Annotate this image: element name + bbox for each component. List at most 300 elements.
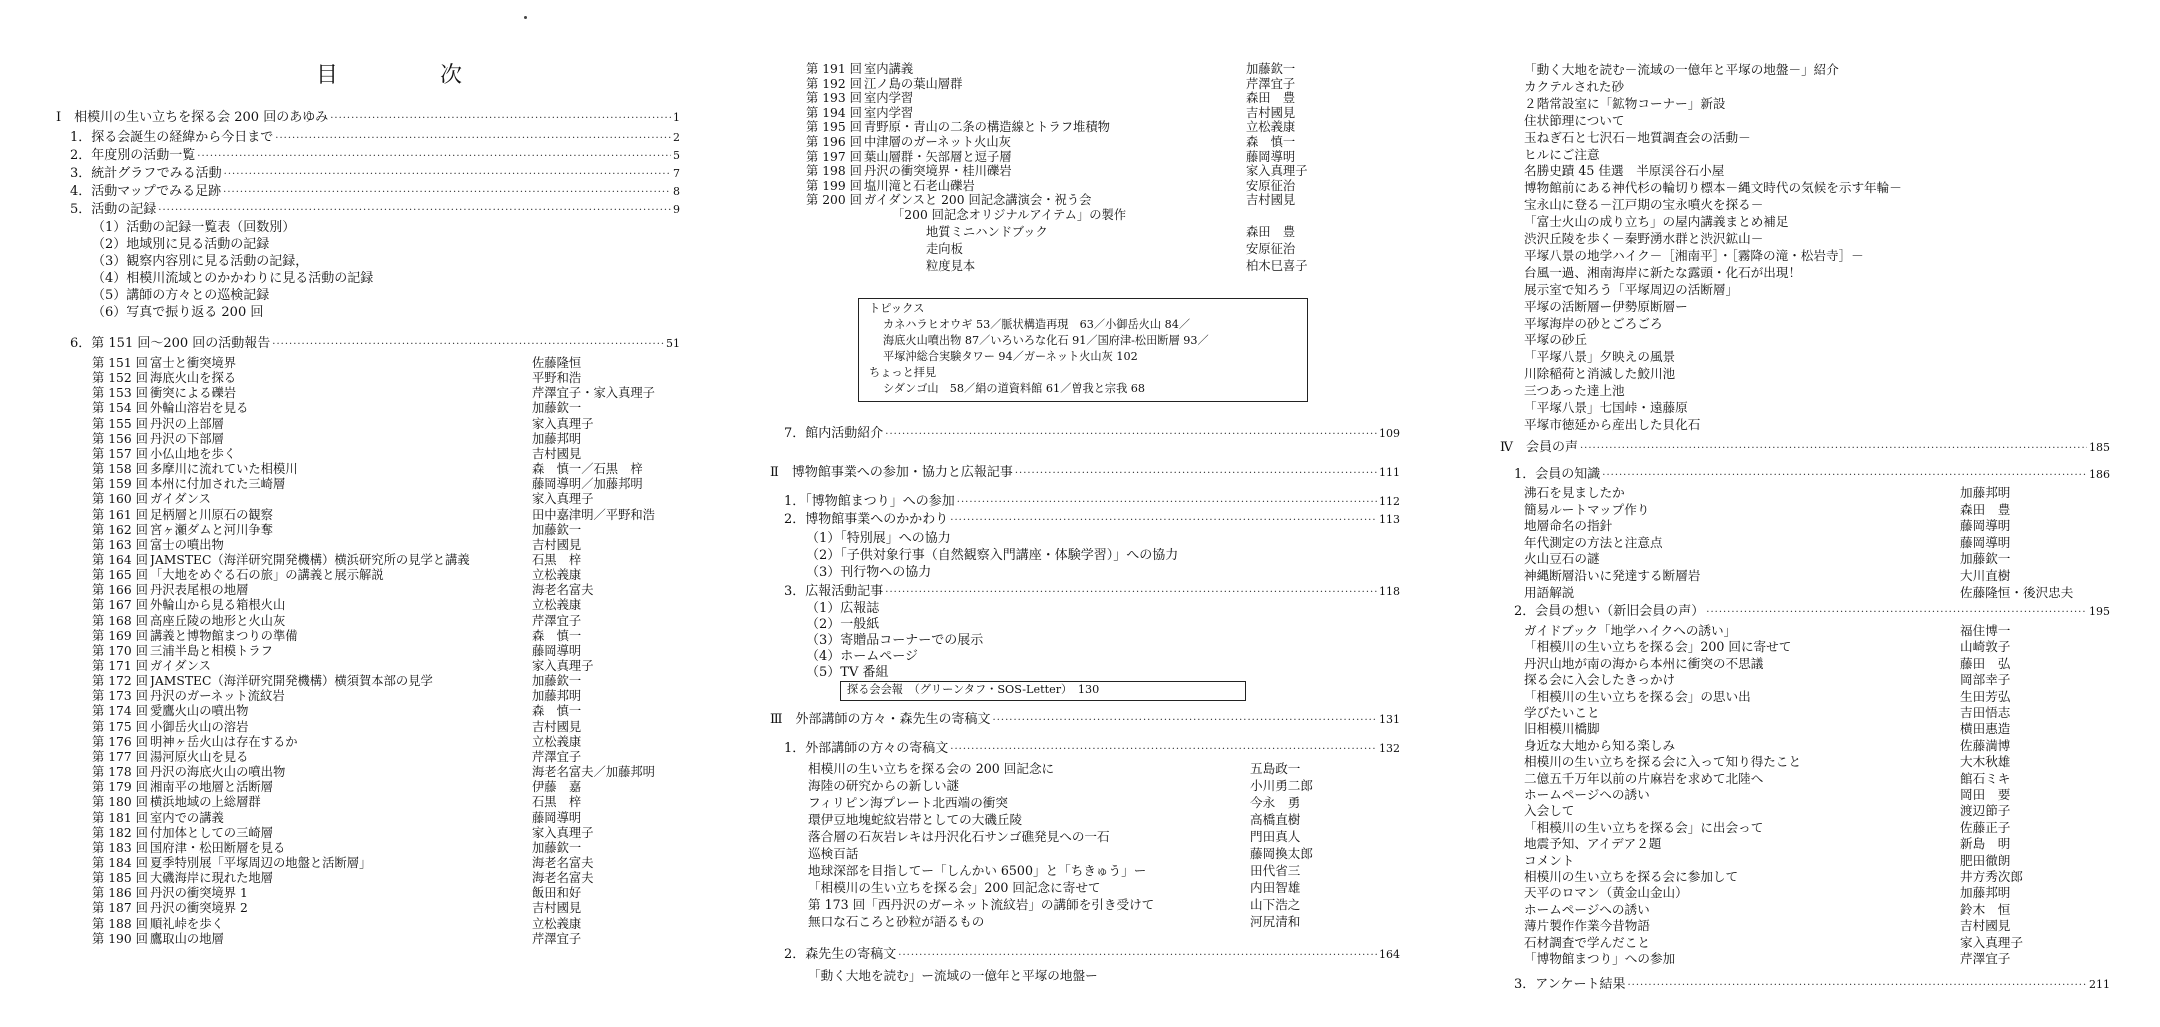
contribution-row[interactable] bbox=[1524, 721, 2110, 736]
contribution-row[interactable] bbox=[808, 795, 1400, 810]
session-author: 佐藤隆恒 bbox=[532, 356, 582, 370]
session-row[interactable] bbox=[806, 91, 1400, 105]
session-number: 第 197 回 bbox=[806, 149, 862, 164]
session-title: 足柄層と川原石の観察 bbox=[150, 507, 273, 522]
contribution-row[interactable] bbox=[808, 897, 1400, 912]
session-row[interactable] bbox=[92, 750, 680, 764]
contribution-title: ホームページへの誘い bbox=[1524, 901, 1650, 917]
toc-entry-section3-item2[interactable] bbox=[770, 947, 1400, 963]
session-title: 中津層のガーネット火山灰 bbox=[864, 135, 1011, 149]
session-row[interactable] bbox=[92, 568, 680, 582]
session-author: 芹澤宜子 bbox=[532, 749, 582, 764]
toc-subentry[interactable]: （5）TV 番組 bbox=[806, 665, 889, 680]
toc-entry-text: 2．会員の想い（新旧会員の声） bbox=[1514, 604, 1705, 619]
contribution-row[interactable] bbox=[1524, 853, 2110, 868]
contribution-row[interactable] bbox=[1524, 485, 2110, 500]
toc-entry-section2[interactable] bbox=[770, 465, 1400, 481]
session-author: 立松義康 bbox=[1246, 120, 1296, 135]
session-author: 飯田和好 bbox=[532, 886, 582, 901]
session-row[interactable] bbox=[92, 432, 680, 446]
mori-article[interactable]: カクテルされた砂 bbox=[1524, 78, 1625, 94]
newsletter-box bbox=[840, 681, 1246, 701]
session-title: 湘南平の地層と活断層 bbox=[150, 780, 273, 795]
session-author: 立松義康 bbox=[532, 916, 582, 931]
contribution-title: 「相模川の生い立ちを探る会」200 回記念に寄せて bbox=[808, 880, 1101, 895]
session-title: 室内学習 bbox=[864, 91, 914, 106]
session-row[interactable] bbox=[92, 477, 680, 491]
contribution-author: 佐藤隆恒・後沢忠夫 bbox=[1960, 584, 2074, 600]
session-number: 第 195 回 bbox=[806, 120, 862, 135]
session-row[interactable] bbox=[92, 553, 680, 567]
mori-article[interactable]: 平塚の砂丘 bbox=[1524, 332, 1587, 348]
scan-speck bbox=[524, 16, 527, 19]
toc-entry-page: 111 bbox=[1379, 466, 1400, 479]
leader-dots bbox=[223, 185, 671, 201]
session-author: 海老名富夫 bbox=[532, 855, 594, 870]
session-row[interactable] bbox=[92, 765, 680, 779]
contribution-row[interactable] bbox=[1524, 820, 2110, 835]
toc-entry-page: 132 bbox=[1379, 742, 1400, 755]
toc-entry-section2-item3[interactable] bbox=[770, 584, 1400, 600]
contribution-row[interactable] bbox=[1524, 885, 2110, 900]
session-title: 塩川滝と石老山礫岩 bbox=[864, 178, 975, 193]
session-number: 第 194 回 bbox=[806, 105, 862, 120]
toc-entry-section3[interactable] bbox=[770, 712, 1400, 728]
session-number: 第 190 回 bbox=[92, 931, 148, 946]
contribution-title: 相模川の生い立ちを探る会に参加して bbox=[1524, 869, 1739, 884]
contribution-row[interactable] bbox=[808, 863, 1400, 878]
contribution-title: 海陸の研究からの新しい謎 bbox=[808, 778, 960, 793]
session-author: 加藤欽一 bbox=[532, 840, 582, 855]
mori-article[interactable]: 平塚海岸の砂とごろごろ bbox=[1524, 315, 1663, 331]
contribution-author: 山崎敦子 bbox=[1960, 639, 2011, 655]
contribution-title: 入会して bbox=[1524, 803, 1575, 819]
session-author: 海老名富夫 bbox=[532, 583, 594, 598]
mori-article[interactable]: 「富士火山の成り立ち」の屋内講義まとめ補足 bbox=[1524, 214, 1789, 230]
mori-article[interactable]: 平塚八景の地学ハイク－［湘南平］・［霧降の滝・松岩寺］－ bbox=[1524, 247, 1864, 263]
toc-entry-page: 113 bbox=[1379, 513, 1400, 526]
session-row[interactable] bbox=[92, 462, 680, 476]
toc-subentry[interactable]: （3）寄贈品コーナーでの展示 bbox=[806, 633, 984, 648]
contribution-author: 今永 勇 bbox=[1250, 795, 1301, 810]
session-title: 講義と博物館まつりの準備 bbox=[150, 628, 298, 643]
toc-entry-page: 5 bbox=[673, 149, 680, 162]
toc-subentry[interactable]: （4）相模川流域とのかかわりに見る活動の記録 bbox=[92, 271, 374, 286]
session-row[interactable] bbox=[92, 614, 680, 628]
contribution-row[interactable] bbox=[1524, 502, 2110, 517]
session-title: 葉山層群・矢部層と逗子層 bbox=[864, 149, 1012, 164]
session-number: 第 172 回 bbox=[92, 674, 148, 689]
session-author: 立松義康 bbox=[532, 568, 582, 583]
session-author: 森 慎一 bbox=[1246, 135, 1296, 149]
session-row[interactable] bbox=[806, 62, 1400, 76]
session-row[interactable] bbox=[92, 917, 680, 931]
toc-subentry[interactable]: （5）講師の方々との巡検記録 bbox=[92, 288, 270, 303]
session-row[interactable] bbox=[92, 523, 680, 537]
session-title: 青野原・青山の二条の構造線とトラフ堆積物 bbox=[864, 120, 1110, 135]
toc-entry-section1-item7[interactable] bbox=[770, 426, 1400, 442]
leader-dots bbox=[885, 427, 1377, 443]
session-number: 第 191 回 bbox=[806, 62, 862, 76]
toc-entry-text: 1．「博物館まつり」への参加 bbox=[784, 494, 955, 509]
toc-entry-section4[interactable] bbox=[1500, 440, 2110, 456]
contribution-row[interactable] bbox=[1524, 656, 2110, 671]
session-title: 富士の噴出物 bbox=[150, 537, 224, 552]
mori-article[interactable]: 「平塚八景」七国峠・遠藤原 bbox=[1524, 400, 1688, 415]
session-row[interactable] bbox=[806, 150, 1400, 164]
contribution-title: 巡検百話 bbox=[808, 846, 859, 861]
contribution-row[interactable] bbox=[1524, 935, 2110, 950]
session-number: 第 166 回 bbox=[92, 583, 148, 598]
contribution-row[interactable] bbox=[1524, 672, 2110, 687]
session-title: 三浦半島と相模トラフ bbox=[150, 643, 273, 658]
session-author: 海老名富夫／加藤邦明 bbox=[532, 765, 655, 780]
mori-article[interactable]: 展示室で知ろう「平塚周辺の活断層」 bbox=[1524, 281, 1739, 297]
toc-entry-text: 5．活動の記録 bbox=[70, 202, 157, 217]
toc-entry-section1-item6[interactable] bbox=[56, 336, 680, 352]
contribution-row[interactable] bbox=[1524, 902, 2110, 917]
toc-subentry[interactable]: （2）地域別に見る活動の記録 bbox=[92, 237, 270, 252]
toc-entry-mori-1[interactable]: 「動く大地を読む」ー流域の一億年と平塚の地盤ー bbox=[808, 968, 1098, 983]
toc-entry-section1-item[interactable] bbox=[56, 130, 680, 146]
toc-subentry[interactable]: （1）活動の記録一覧表（回数別） bbox=[92, 220, 296, 235]
session-author: 加藤欽一 bbox=[1246, 62, 1296, 76]
toc-entry-text: 1．探る会誕生の経緯から今日まで bbox=[70, 130, 274, 145]
session-title: 丹沢の衝突境界 1 bbox=[150, 886, 248, 901]
session-number: 第 188 回 bbox=[92, 916, 148, 931]
contribution-row[interactable] bbox=[808, 846, 1400, 861]
toc-entry-page: 109 bbox=[1379, 427, 1400, 440]
mori-article[interactable]: 三つあった達上池 bbox=[1524, 383, 1625, 399]
toc-entry-section3-item1[interactable] bbox=[770, 741, 1400, 757]
contribution-title: 石材調査で学んだこと bbox=[1524, 934, 1650, 950]
leader-dots bbox=[1706, 605, 2087, 621]
toc-subentry[interactable]: （1）広報誌 bbox=[806, 601, 880, 616]
item200-row[interactable] bbox=[806, 208, 1400, 222]
session-row[interactable] bbox=[92, 629, 680, 643]
session-row[interactable] bbox=[92, 886, 680, 900]
contribution-title: 火山豆石の謎 bbox=[1524, 551, 1600, 567]
toc-entry-section1[interactable] bbox=[56, 110, 680, 126]
session-row[interactable] bbox=[92, 720, 680, 734]
session-title: 丹沢の上部層 bbox=[150, 416, 224, 431]
session-author: 石黒 梓 bbox=[532, 552, 582, 567]
toc-subentry[interactable]: （2）「子供対象行事（自然観察入門講座・体験学習）」への協力 bbox=[806, 548, 1179, 563]
session-author: 森 慎一 bbox=[532, 704, 582, 719]
session-row[interactable] bbox=[92, 841, 680, 855]
contribution-row[interactable] bbox=[1524, 771, 2110, 786]
session-row[interactable] bbox=[806, 164, 1400, 178]
session-author: 加藤欽一 bbox=[532, 522, 582, 537]
toc-entry-text: 3．広報活動記事 bbox=[784, 584, 884, 599]
toc-subentry[interactable]: （4）ホームページ bbox=[806, 649, 919, 664]
session-row[interactable] bbox=[92, 371, 680, 385]
contribution-row[interactable] bbox=[808, 880, 1400, 895]
session-author: 吉村國見 bbox=[532, 537, 582, 552]
contribution-author: 藤岡換太郎 bbox=[1250, 846, 1313, 861]
session-row[interactable] bbox=[92, 795, 680, 809]
toc-entry-section4-item2[interactable] bbox=[1500, 604, 2110, 620]
mori-article[interactable]: 玉ねぎ石と七沢石－地質調査会の活動－ bbox=[1524, 129, 1751, 145]
session-title: 大磯海岸に現れた地層 bbox=[150, 871, 273, 886]
session-row[interactable] bbox=[92, 689, 680, 703]
contribution-row[interactable] bbox=[1524, 787, 2110, 802]
contribution-row[interactable] bbox=[808, 829, 1400, 844]
session-row[interactable] bbox=[92, 856, 680, 870]
toc-entry-page: 2 bbox=[673, 131, 680, 144]
mori-article[interactable]: 平塚市徳延から産出した貝化石 bbox=[1524, 416, 1701, 432]
session-row[interactable] bbox=[92, 871, 680, 885]
session-title: 室内学習 bbox=[864, 105, 914, 120]
toc-title: 目 次 bbox=[316, 63, 503, 88]
contribution-row[interactable] bbox=[1524, 918, 2110, 933]
contribution-author: 加藤邦明 bbox=[1960, 485, 2011, 500]
toc-entry-section4-item1[interactable] bbox=[1500, 467, 2110, 483]
leader-dots bbox=[950, 513, 1377, 529]
item200-title: 地質ミニハンドブック bbox=[926, 225, 1048, 239]
session-author: 芹澤宜子 bbox=[532, 613, 582, 628]
item200-row[interactable] bbox=[806, 259, 1400, 273]
session-row[interactable] bbox=[92, 826, 680, 840]
contribution-title: 薄片製作作業今昔物語 bbox=[1524, 918, 1650, 934]
contribution-row[interactable] bbox=[1524, 551, 2110, 566]
mori-article[interactable]: 台風一過、湘南海岸に新たな露頭・化石が出現！ bbox=[1524, 264, 1802, 280]
mori-article[interactable]: 住状節理について bbox=[1524, 112, 1625, 128]
session-title: 室内講義 bbox=[864, 62, 914, 76]
toc-entry-page: 185 bbox=[2089, 441, 2110, 454]
toc-entry-page: 164 bbox=[1379, 948, 1400, 961]
topics-line: トピックス bbox=[869, 302, 925, 315]
toc-subentry[interactable]: （6）写真で振り返る 200 回 bbox=[92, 305, 264, 320]
item200-title: 走向板 bbox=[926, 242, 963, 256]
toc-entry-text: 2．博物館事業へのかかわり bbox=[784, 512, 949, 527]
contribution-row[interactable] bbox=[1524, 585, 2110, 600]
session-row[interactable] bbox=[92, 659, 680, 673]
session-row[interactable] bbox=[92, 583, 680, 597]
contribution-row[interactable] bbox=[1524, 951, 2110, 966]
toc-entry-section4-item3[interactable] bbox=[1500, 977, 2110, 993]
session-title: 国府津・松田断層を見る bbox=[150, 840, 286, 855]
mori-article[interactable]: 宝永山に登る－江戸期の宝永噴火を探る－ bbox=[1524, 197, 1764, 213]
session-row[interactable] bbox=[806, 179, 1400, 193]
mori-article[interactable]: 名勝史蹟 45 佳選 半原渓谷石小屋 bbox=[1524, 163, 1725, 179]
contribution-author: 河尻清和 bbox=[1250, 914, 1301, 929]
contribution-row[interactable] bbox=[1524, 518, 2110, 533]
mori-article[interactable]: 「動く大地を読む－流域の一億年と平塚の地盤－」紹介 bbox=[1524, 62, 1839, 77]
session-number: 第 178 回 bbox=[92, 765, 148, 780]
contribution-author: 加藤欽一 bbox=[1960, 551, 2011, 567]
session-number: 第 171 回 bbox=[92, 659, 148, 673]
session-title: 外輪山溶岩を見る bbox=[150, 401, 249, 416]
toc-entry-text: 2．森先生の寄稿文 bbox=[784, 947, 897, 962]
session-row[interactable] bbox=[92, 447, 680, 461]
leader-dots bbox=[1602, 468, 2087, 484]
session-row[interactable] bbox=[806, 77, 1400, 91]
session-row[interactable] bbox=[92, 356, 680, 370]
session-number: 第 165 回 bbox=[92, 568, 148, 583]
session-row[interactable] bbox=[806, 135, 1400, 149]
item200-author: 柏木巳喜子 bbox=[1246, 259, 1308, 273]
contribution-row[interactable] bbox=[1524, 869, 2110, 884]
contribution-row[interactable] bbox=[808, 914, 1400, 929]
mori-article[interactable]: 川除稲荷と消滅した鮫川池 bbox=[1524, 366, 1676, 382]
mori-article[interactable]: 平塚の活断層ー伊勢原断層ー bbox=[1524, 298, 1688, 314]
session-author: 海老名富夫 bbox=[532, 871, 594, 886]
session-author: 家入真理子 bbox=[532, 659, 594, 673]
mori-article[interactable]: 渋沢丘陵を歩く－秦野湧水群と渋沢鉱山－ bbox=[1524, 231, 1764, 246]
session-author: 平野和浩 bbox=[532, 371, 582, 386]
session-title: 多摩川に流れていた相模川 bbox=[150, 462, 298, 477]
contribution-title: ガイドブック「地学ハイクへの誘い」 bbox=[1524, 623, 1737, 638]
session-row[interactable] bbox=[92, 735, 680, 749]
session-title: 丹沢の下部層 bbox=[150, 431, 224, 446]
session-row[interactable] bbox=[806, 106, 1400, 120]
contribution-title: 天平のロマン（黄金山金山） bbox=[1524, 885, 1688, 901]
contribution-author: 肥田徹朗 bbox=[1960, 852, 2011, 868]
toc-subentry[interactable]: （2）一般紙 bbox=[806, 617, 880, 632]
mori-article[interactable]: 「平塚八景」夕映えの風景 bbox=[1524, 349, 1676, 365]
toc-entry-text: Ⅲ 外部講師の方々・森先生の寄稿文 bbox=[770, 712, 991, 727]
item200-row[interactable] bbox=[806, 242, 1400, 256]
session-author: 吉村國見 bbox=[532, 901, 582, 916]
contribution-author: 大川直樹 bbox=[1960, 568, 2011, 583]
contribution-author: 五島政一 bbox=[1250, 761, 1301, 776]
contribution-title: ホームページへの誘い bbox=[1524, 787, 1650, 802]
contribution-row[interactable] bbox=[808, 761, 1400, 776]
session-row[interactable] bbox=[92, 598, 680, 612]
session-author: 吉村國見 bbox=[1246, 193, 1296, 208]
toc-entry-page: 1 bbox=[673, 111, 680, 124]
session-row[interactable] bbox=[92, 932, 680, 946]
session-number: 第 180 回 bbox=[92, 795, 148, 810]
toc-entry-section1-item[interactable] bbox=[56, 184, 680, 200]
toc-entry-section1-item[interactable] bbox=[56, 202, 680, 218]
session-author: 芹澤宜子 bbox=[532, 931, 582, 946]
session-row[interactable] bbox=[92, 644, 680, 658]
session-number: 第 169 回 bbox=[92, 628, 148, 643]
session-row[interactable] bbox=[92, 417, 680, 431]
session-title: 小御岳火山の溶岩 bbox=[150, 719, 249, 734]
toc-entry-text: Ⅳ 会員の声 bbox=[1500, 440, 1578, 455]
toc-entry-section1-item[interactable] bbox=[56, 148, 680, 164]
contribution-author: 横田惠造 bbox=[1960, 721, 2011, 737]
contribution-row[interactable] bbox=[1524, 738, 2110, 753]
contribution-title: 地球深部を目指してー「しんかい 6500」と「ちきゅう」ー bbox=[808, 863, 1147, 878]
session-author: 吉村國見 bbox=[532, 446, 582, 461]
contribution-title: 探る会に入会したきっかけ bbox=[1524, 672, 1676, 688]
toc-entry-page: 118 bbox=[1379, 585, 1400, 598]
session-number: 第 185 回 bbox=[92, 871, 148, 886]
contribution-author: 田代省三 bbox=[1250, 863, 1301, 878]
item200-author: 森田 豊 bbox=[1246, 225, 1296, 239]
session-author: 石黒 梓 bbox=[532, 795, 582, 810]
toc-entry-section1-item[interactable] bbox=[56, 166, 680, 182]
session-number: 第 199 回 bbox=[806, 178, 862, 193]
session-title: 丹沢の海底火山の噴出物 bbox=[150, 765, 286, 780]
toc-entry-page: 51 bbox=[666, 337, 680, 350]
contribution-row[interactable] bbox=[1524, 639, 2110, 654]
toc-subentry[interactable]: （3）刊行物への協力 bbox=[806, 565, 932, 580]
toc-entry-section2-item2[interactable] bbox=[770, 512, 1400, 528]
mori-article[interactable]: ２階常設室に「鉱物コーナー」新設 bbox=[1524, 95, 1726, 111]
session-author: 芹澤宜子 bbox=[1246, 76, 1296, 91]
leader-dots bbox=[158, 203, 671, 219]
session-title: 湯河原火山を見る bbox=[150, 749, 249, 764]
session-title: 衝突による礫岩 bbox=[150, 386, 237, 401]
item200-row[interactable] bbox=[806, 225, 1400, 239]
contribution-author: 内田智雄 bbox=[1250, 880, 1301, 895]
contribution-row[interactable] bbox=[1524, 535, 2110, 550]
item200-title: 「200 回記念オリジナルアイテム」の製作 bbox=[892, 208, 1127, 222]
session-row[interactable] bbox=[806, 193, 1400, 207]
session-row[interactable] bbox=[92, 401, 680, 415]
contribution-row[interactable] bbox=[1524, 705, 2110, 720]
session-number: 第 193 回 bbox=[806, 91, 862, 106]
session-title: 海底火山を探る bbox=[150, 371, 237, 386]
contribution-title: 落合層の石灰岩レキは丹沢化石サンゴ礁発見への一石 bbox=[808, 829, 1110, 844]
session-row[interactable] bbox=[92, 538, 680, 552]
session-title: 愛鷹火山の噴出物 bbox=[150, 704, 249, 719]
session-number: 第 168 回 bbox=[92, 613, 148, 628]
session-title: ガイダンス bbox=[150, 492, 211, 507]
toc-entry-text: 1．外部講師の方々の寄稿文 bbox=[784, 741, 949, 756]
contribution-row[interactable] bbox=[1524, 568, 2110, 583]
session-author: 藤岡導明 bbox=[532, 810, 582, 825]
session-row[interactable] bbox=[92, 780, 680, 794]
mori-article[interactable]: 博物館前にある神代杉の輪切り標本－縄文時代の気候を示す年輪－ bbox=[1524, 180, 1902, 196]
session-row[interactable] bbox=[92, 811, 680, 825]
contribution-row[interactable] bbox=[1524, 623, 2110, 638]
contribution-row[interactable] bbox=[808, 812, 1400, 827]
contribution-author: 森田 豊 bbox=[1960, 501, 2011, 517]
session-title: 富士と衝突境界 bbox=[150, 356, 237, 370]
session-title: 外輪山から見る箱根火山 bbox=[150, 598, 286, 613]
toc-subentry[interactable]: （1）「特別展」への協力 bbox=[806, 531, 951, 546]
contribution-row[interactable] bbox=[1524, 803, 2110, 818]
contribution-row[interactable] bbox=[1524, 754, 2110, 769]
contribution-row[interactable] bbox=[1524, 689, 2110, 704]
toc-entry-page: 8 bbox=[673, 185, 680, 198]
contribution-row[interactable] bbox=[1524, 836, 2110, 851]
session-title: 横浜地域の上総層群 bbox=[150, 795, 261, 810]
toc-subentry[interactable]: （3）観察内容別に見る活動の記録， bbox=[92, 254, 309, 269]
session-number: 第 152 回 bbox=[92, 371, 148, 386]
session-row[interactable] bbox=[92, 704, 680, 718]
session-number: 第 192 回 bbox=[806, 76, 862, 91]
contribution-author: 井方秀次郎 bbox=[1960, 869, 2023, 884]
newsletter-box-text: 探る会会報 （グリーンタフ・SOS-Letter） 130 bbox=[847, 683, 1100, 696]
session-row[interactable] bbox=[92, 492, 680, 506]
session-row[interactable] bbox=[92, 674, 680, 688]
session-row[interactable] bbox=[92, 901, 680, 915]
session-row[interactable] bbox=[92, 508, 680, 522]
contribution-author: 鈴木 恒 bbox=[1960, 901, 2011, 917]
toc-entry-section2-item1[interactable] bbox=[770, 494, 1400, 510]
session-row[interactable] bbox=[92, 386, 680, 400]
contribution-title: 丹沢山地が南の海から本州に衝突の不思議 bbox=[1524, 655, 1764, 671]
session-number: 第 170 回 bbox=[92, 643, 148, 658]
contribution-row[interactable] bbox=[808, 778, 1400, 793]
session-number: 第 184 回 bbox=[92, 855, 148, 870]
session-title: 「大地をめぐる石の旅」の講義と展示解説 bbox=[150, 568, 384, 583]
session-number: 第 187 回 bbox=[92, 901, 148, 916]
mori-article[interactable]: ヒルにご注意 bbox=[1524, 146, 1600, 162]
session-row[interactable] bbox=[806, 120, 1400, 134]
leader-dots bbox=[950, 742, 1377, 758]
session-number: 第 159 回 bbox=[92, 477, 148, 492]
session-number: 第 173 回 bbox=[92, 689, 148, 704]
item200-author: 安原征治 bbox=[1246, 242, 1296, 256]
